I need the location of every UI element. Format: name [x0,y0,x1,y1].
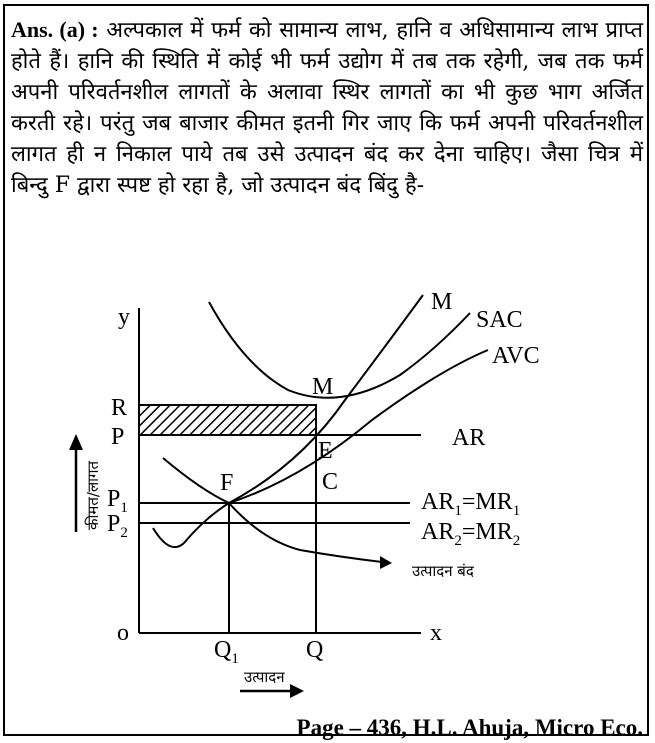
price-p-label: P [111,424,125,450]
price-p1-label: $P_1$ [107,486,128,516]
quantity-q-label: Q [306,637,324,663]
point-f-label: F [220,470,234,496]
y-axis-title: कीमत/लागत [84,460,102,530]
ar1-line-label: $AR_1=MR_1$ [421,489,521,519]
ar-line-label: AR [452,425,486,451]
price-r-label: R [111,395,128,421]
x-axis-title-arrowhead [290,684,304,698]
point-c-label: C [322,469,339,495]
shutdown-label: उत्पादन बंद [412,562,474,580]
ar2-line-label: $AR_2=MR_2$ [421,519,521,549]
x-axis-title: उत्पादन [244,668,285,686]
shutdown-arrow-curve [229,503,382,562]
axis-x-label: x [430,620,442,646]
sac-curve [209,302,470,398]
supernormal-profit-area [139,405,316,435]
sac-curve-label: SAC [476,307,523,333]
axis-y-label: y [118,304,130,330]
quantity-q1-label: $Q_1$ [214,637,239,667]
answer-text: अल्पकाल में फर्म को सामान्य लाभ, हानि व अधिसामान्य लाभ प्राप्त होते हैं। हानि की स्थिति में कोई भी फर्म उद्योग में तब तक रहेगी, जब तक फर्म अपनी परिवर्तनशील लागतों के अलावा स्थिर लागतों का भी कुछ भाग अर्जित करती रहे। परंतु जब बाजार कीमत इतनी गिर जाए कि फर्म अपनी परिवर्तनशील लागत ही न निकाल पाये तब उसे उत्पादन बंद कर देना चाहिए। जैसा चित्र में बिन्दु F द्वारा स्पष्ट हो रहा है, जो उत्पादन बंद बिंदु है- [11,18,643,198]
point-m-label: M [312,374,334,400]
price-p2-label: $P_2$ [107,511,128,541]
origin-label: o [117,620,129,646]
avc-curve-label: AVC [492,343,540,369]
answer-label: Ans. (a) : [11,17,99,42]
point-e-label: E [318,438,333,464]
y-axis-title-arrowhead [69,434,83,450]
source-citation: Page – 436, H.L. Ahuja, Micro Eco. [296,715,643,740]
shutdown-arrowhead [380,556,392,569]
mc-curve-label: M [431,289,453,315]
